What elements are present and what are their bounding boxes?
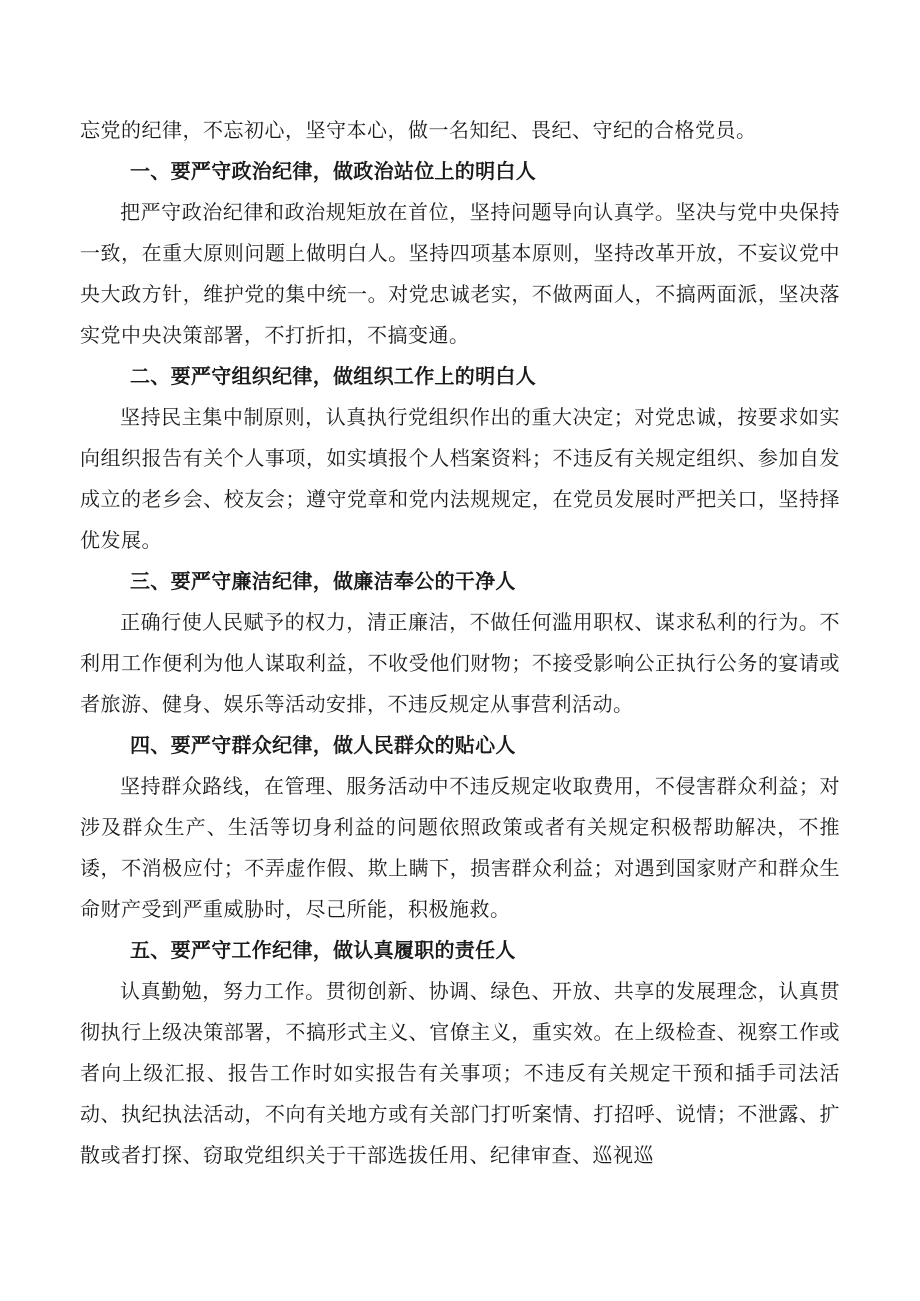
section-1-heading: 一、要严守政治纪律，做政治站位上的明白人: [130, 159, 536, 183]
section-1-body: 把严守政治纪律和政治规矩放在首位，坚持问题导向认真学。坚决与党中央保持一致，在重大原则问题上做明白人。坚持四项基本原则，坚持改革开放，不妄议党中央大政方针，维护党的集中统一。对党忠诚老实，不做两面人，不搞两面派，坚决落实党中央决策部署，不打折扣，不搞变通。: [80, 200, 840, 347]
section-3-body: 正确行使人民赋予的权力，清正廉洁，不做任何滥用职权、谋求私利的行为。不利用工作便利为他人谋取利益，不收受他们财物；不接受影响公正执行公务的宴请或者旅游、健身、娱乐等活动安排，不违反规定从事营利活动。: [80, 610, 840, 716]
section-4-heading: 四、要严守群众纪律，做人民群众的贴心人: [130, 733, 516, 757]
opening-paragraph: 忘党的纪律，不忘初心，坚守本心，做一名知纪、畏纪、守纪的合格党员。: [80, 118, 757, 142]
section-3-heading: 三、要严守廉洁纪律，做廉洁奉公的干净人: [130, 569, 516, 593]
section-2-heading: 二、要严守组织纪律，做组织工作上的明白人: [130, 364, 536, 388]
section-4-body: 坚持群众路线，在管理、服务活动中不违反规定收取费用，不侵害群众利益；对涉及群众生产、生活等切身利益的问题依照政策或者有关规定积极帮助解决，不推诿，不消极应付；不弄虚作假、欺上瞒下，损害群众利益；对遇到国家财产和群众生命财产受到严重威胁时，尽己所能，积极施救。: [80, 774, 840, 921]
document-page: [80, 110, 840, 1176]
section-5-body: 认真勤勉，努力工作。贯彻创新、协调、绿色、开放、共享的发展理念，认真贯彻执行上级决策部署，不搞形式主义、官僚主义，重实效。在上级检查、视察工作或者向上级汇报、报告工作时如实报告有关事项；不违反有关规定干预和插手司法活动、执纪执法活动，不向有关地方或有关部门打听案情、打招呼、说情；不泄露、扩散或者打探、窃取党组织关于干部选拔任用、纪律审查、巡视巡: [80, 979, 840, 1167]
section-2-body: 坚持民主集中制原则，认真执行党组织作出的重大决定；对党忠诚，按要求如实向组织报告有关个人事项，如实填报个人档案资料；不违反有关规定组织、参加自发成立的老乡会、校友会；遵守党章和党内法规规定，在党员发展时严把关口，坚持择优发展。: [80, 405, 840, 552]
section-5-heading: 五、要严守工作纪律，做认真履职的责任人: [130, 938, 516, 962]
